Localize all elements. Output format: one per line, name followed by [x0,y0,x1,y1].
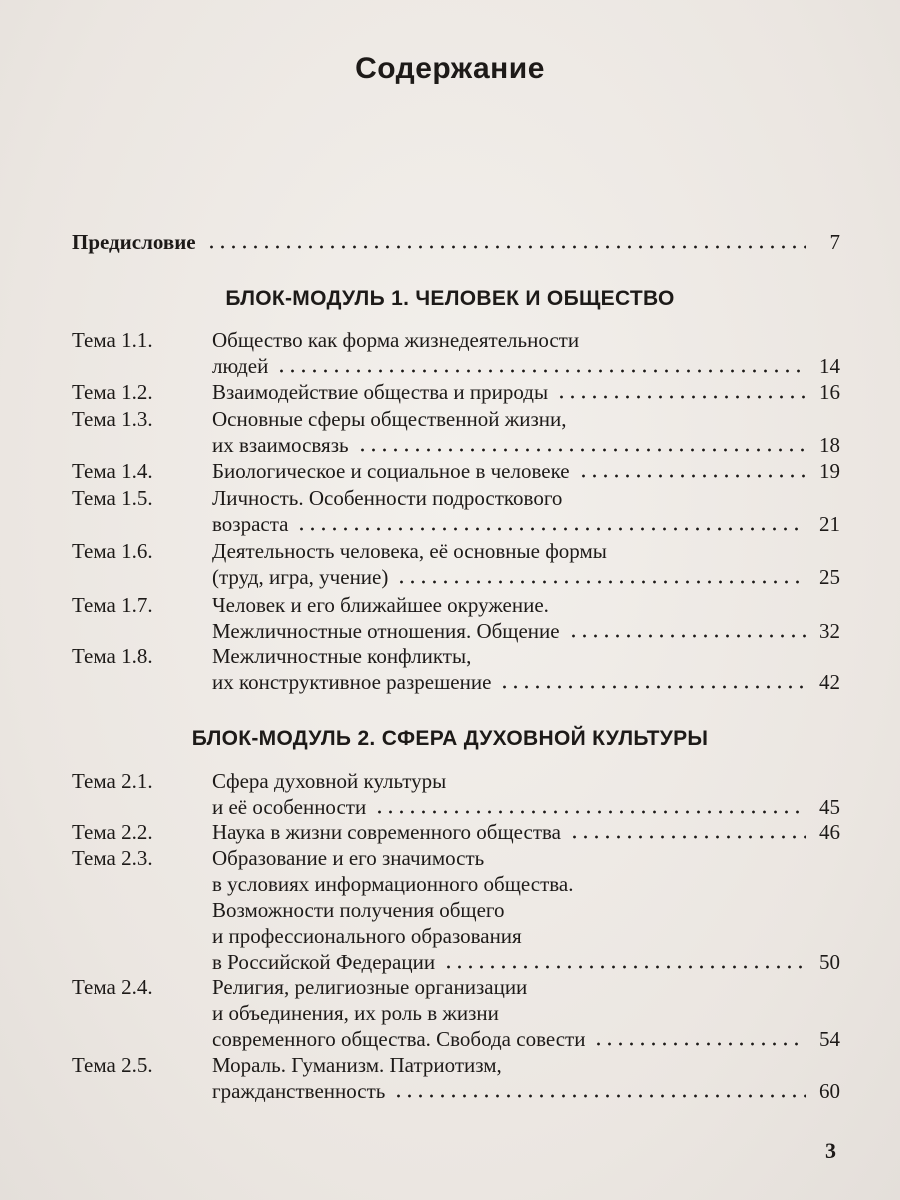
dot-leader [276,353,806,379]
topic-label: Тема 2.3. [72,846,153,870]
topic-line [212,353,840,379]
page-number: 3 [825,1138,836,1163]
topic-line-with-page: возраста 21 [212,512,840,536]
topic-line: Возможности получения общего [212,898,505,922]
topic-line [212,1078,840,1104]
page-title: Содержание [355,52,545,85]
topic-line-with-page: и её особенности 45 [212,795,840,819]
page-ref: 7 [829,230,840,254]
topic-label: Тема 2.2. [72,820,153,844]
topic-line-with-page: современного общества. Свобода совести 54 [212,1027,840,1051]
page-ref: 18 [819,433,840,457]
dot-leader [396,564,806,590]
dot-leader [569,819,806,845]
topic-line: Личность. Особенности подросткового [212,486,563,510]
dot-leader [374,794,806,820]
topic-label: Тема 1.8. [72,644,153,668]
topic-line-with-page: Взаимодействие общества и природы 16 [212,380,840,404]
topic-line: Деятельность человека, её основные формы [212,539,607,563]
topic-label: Тема 1.3. [72,407,153,431]
topic-line: Основные сферы общественной жизни, [212,407,567,431]
topic-label: Тема 1.7. [72,593,153,617]
toc-preface[interactable] [72,229,840,255]
page-ref: 19 [819,459,840,483]
topic-line-with-page: Биологическое и социальное в человеке 19 [212,459,840,483]
page-ref: 45 [819,795,840,819]
page-ref: 14 [819,354,840,378]
topic-label: Тема 1.5. [72,486,153,510]
page-ref: 25 [819,565,840,589]
topic-label: Тема 1.1. [72,328,153,352]
topic-line: Сфера духовной культуры [212,769,447,793]
topic-line [212,379,840,405]
page-ref: 46 [819,820,840,844]
dot-leader [443,949,806,975]
topic-line [212,669,840,695]
topic-label: Тема 1.6. [72,539,153,563]
topic-line: и объединения, их роль в жизни [212,1001,499,1025]
dot-leader [499,669,806,695]
topic-line: Религия, религиозные организации [212,975,528,999]
topic-line-with-page: их взаимосвязь 18 [212,433,840,457]
topic-line-with-page: Межличностные отношения. Общение 32 [212,619,840,643]
dot-leader [357,432,806,458]
block-heading-1: БЛОК-МОДУЛЬ 1. ЧЕЛОВЕК И ОБЩЕСТВО [225,287,675,310]
dot-leader [578,458,806,484]
topic-line: Мораль. Гуманизм. Патриотизм, [212,1053,502,1077]
topic-line [212,1026,840,1052]
page-ref: 50 [819,950,840,974]
topic-line: и профессионального образования [212,924,522,948]
topic-line: в условиях информационного общества. [212,872,574,896]
topic-line-with-page: (труд, игра, учение) 25 [212,565,840,589]
topic-line [212,949,840,975]
dot-leader [296,511,806,537]
topic-line [212,618,840,644]
topic-line: Межличностные конфликты, [212,644,472,668]
dot-leader [206,229,806,255]
dot-leader [593,1026,806,1052]
page-ref: 42 [819,670,840,694]
topic-line-with-page: их конструктивное разрешение 42 [212,670,840,694]
topic-label: Тема 1.2. [72,380,153,404]
topic-line [212,458,840,484]
page-ref: 60 [819,1079,840,1103]
page-ref: 16 [819,380,840,404]
topic-line [212,432,840,458]
topic-label: Тема 2.5. [72,1053,153,1077]
topic-line: Человек и его ближайшее окружение. [212,593,549,617]
topic-line [212,819,840,845]
dot-leader [556,379,806,405]
topic-line-with-page: в Российской Федерации 50 [212,950,840,974]
topic-label: Тема 1.4. [72,459,153,483]
page-ref: 32 [819,619,840,643]
page-ref: 54 [819,1027,840,1051]
topic-line-with-page: Наука в жизни современного общества 46 [212,820,840,844]
topic-line [212,511,840,537]
topic-line: Образование и его значимость [212,846,485,870]
topic-label: Тема 2.1. [72,769,153,793]
dot-leader [568,618,806,644]
topic-line [212,564,840,590]
topic-line: Общество как форма жизнедеятельности [212,328,580,352]
topic-line [212,794,840,820]
topic-line-with-page: людей 14 [212,354,840,378]
dot-leader [393,1078,806,1104]
preface-label: Предисловие [72,230,196,254]
block-heading-2: БЛОК-МОДУЛЬ 2. СФЕРА ДУХОВНОЙ КУЛЬТУРЫ [191,727,709,750]
page-ref: 21 [819,512,840,536]
topic-label: Тема 2.4. [72,975,153,999]
topic-line-with-page: гражданственность 60 [212,1079,840,1103]
